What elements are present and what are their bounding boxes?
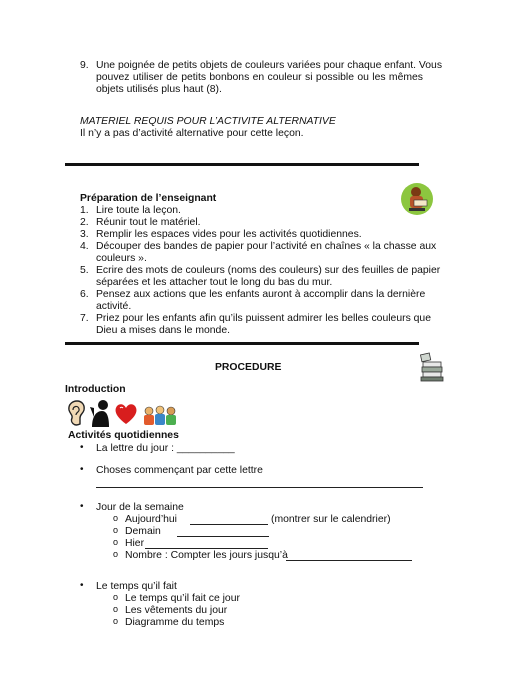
alt-material-text: Il n’y a pas d’activité alternative pour cette leçon.: [80, 128, 304, 139]
item-9-line-3: objets utilisés plus haut (8).: [96, 84, 222, 95]
prep-item-5-line-1: Ecrire des mots de couleurs (noms des couleurs) sur des feuilles de papier: [96, 265, 441, 276]
sub-bullet-tomorrow: o: [113, 525, 119, 535]
sub-bullet-yesterday: o: [113, 537, 119, 547]
today-label: Aujourd’hui: [125, 514, 177, 525]
prep-item-4-line-1: Découper des bandes de papier pour l’activité en chaînes « la chasse aux: [96, 241, 437, 252]
section-divider-2: [65, 342, 419, 345]
weather-label: Le temps qu’il fait: [96, 581, 177, 592]
weather-item-1: Le temps qu’il fait ce jour: [125, 593, 240, 604]
tomorrow-blank: [177, 536, 269, 537]
children-group-icon: [142, 405, 178, 427]
today-note: (montrer sur le calendrier): [271, 514, 391, 525]
yesterday-blank: [145, 548, 268, 549]
letter-of-day: La lettre du jour : __________: [96, 443, 235, 454]
prep-item-2-line-1: Réunir tout le matériel.: [96, 217, 201, 228]
bullet-weather: •: [80, 580, 84, 591]
sub-bullet-weather-1: o: [113, 592, 119, 602]
prep-item-7-line-1: Priez pour les enfants afin qu’ils puissent admirer les belles couleurs que: [96, 313, 431, 324]
prep-item-5-num: 5.: [80, 265, 89, 276]
ear-icon: [64, 400, 86, 428]
count-days-blank: [286, 560, 412, 561]
prep-item-7-num: 7.: [80, 313, 89, 324]
tomorrow-label: Demain: [125, 526, 161, 537]
prep-item-4-line-2: couleurs ».: [96, 253, 147, 264]
count-days-label: Nombre : Compter les jours jusqu’à: [125, 550, 288, 561]
section-divider-1: [65, 163, 419, 166]
sub-bullet-weather-3: o: [113, 616, 119, 626]
prep-item-6-line-1: Pensez aux actions que les enfants auront à accomplir dans la dernière: [96, 289, 426, 300]
prep-item-2-num: 2.: [80, 217, 89, 228]
prep-item-6-num: 6.: [80, 289, 89, 300]
weather-item-3: Diagramme du temps: [125, 617, 225, 628]
prep-item-1-line-1: Lire toute la leçon.: [96, 205, 181, 216]
today-blank: [190, 524, 268, 525]
stacked-books-icon: [418, 350, 446, 382]
yesterday-label: Hier: [125, 538, 145, 549]
prep-item-5-line-2: séparées et les attacher tout le long du bas du mur.: [96, 277, 333, 288]
teacher-reading-icon: [400, 182, 434, 216]
praying-child-icon: [88, 399, 112, 428]
weather-item-2: Les vêtements du jour: [125, 605, 228, 616]
item-9-number: 9.: [80, 60, 89, 71]
prep-item-7-line-2: Dieu a mises dans le monde.: [96, 325, 230, 336]
sub-bullet-today: o: [113, 513, 119, 523]
prep-item-6-line-2: activité.: [96, 301, 132, 312]
prep-item-1-num: 1.: [80, 205, 89, 216]
sub-bullet-weather-2: o: [113, 604, 119, 614]
things-starting-blank: [96, 487, 423, 488]
bullet-things: •: [80, 464, 84, 475]
prep-item-3-num: 3.: [80, 229, 89, 240]
bullet-day: •: [80, 501, 84, 512]
heart-icon: [113, 402, 139, 426]
prep-item-3-line-1: Remplir les espaces vides pour les activités quotidiennes.: [96, 229, 362, 240]
daily-activities-heading: Activités quotidiennes: [68, 430, 179, 441]
introduction-label: Introduction: [65, 384, 126, 395]
bullet-letter: •: [80, 442, 84, 453]
prep-item-4-num: 4.: [80, 241, 89, 252]
things-starting-label: Choses commençant par cette lettre: [96, 465, 263, 476]
day-of-week-label: Jour de la semaine: [96, 502, 184, 513]
alt-material-heading: MATERIEL REQUIS POUR L’ACTIVITE ALTERNATIVE: [80, 116, 336, 127]
item-9-line-1: Une poignée de petits objets de couleurs variées pour chaque enfant. Vous: [96, 60, 443, 71]
preparation-heading: Préparation de l’enseignant: [80, 193, 217, 204]
procedure-heading: PROCEDURE: [215, 362, 282, 373]
sub-bullet-count: o: [113, 549, 119, 559]
item-9-line-2: pouvez utiliser de petits bonbons en couleur si possible ou les mêmes: [96, 72, 423, 83]
